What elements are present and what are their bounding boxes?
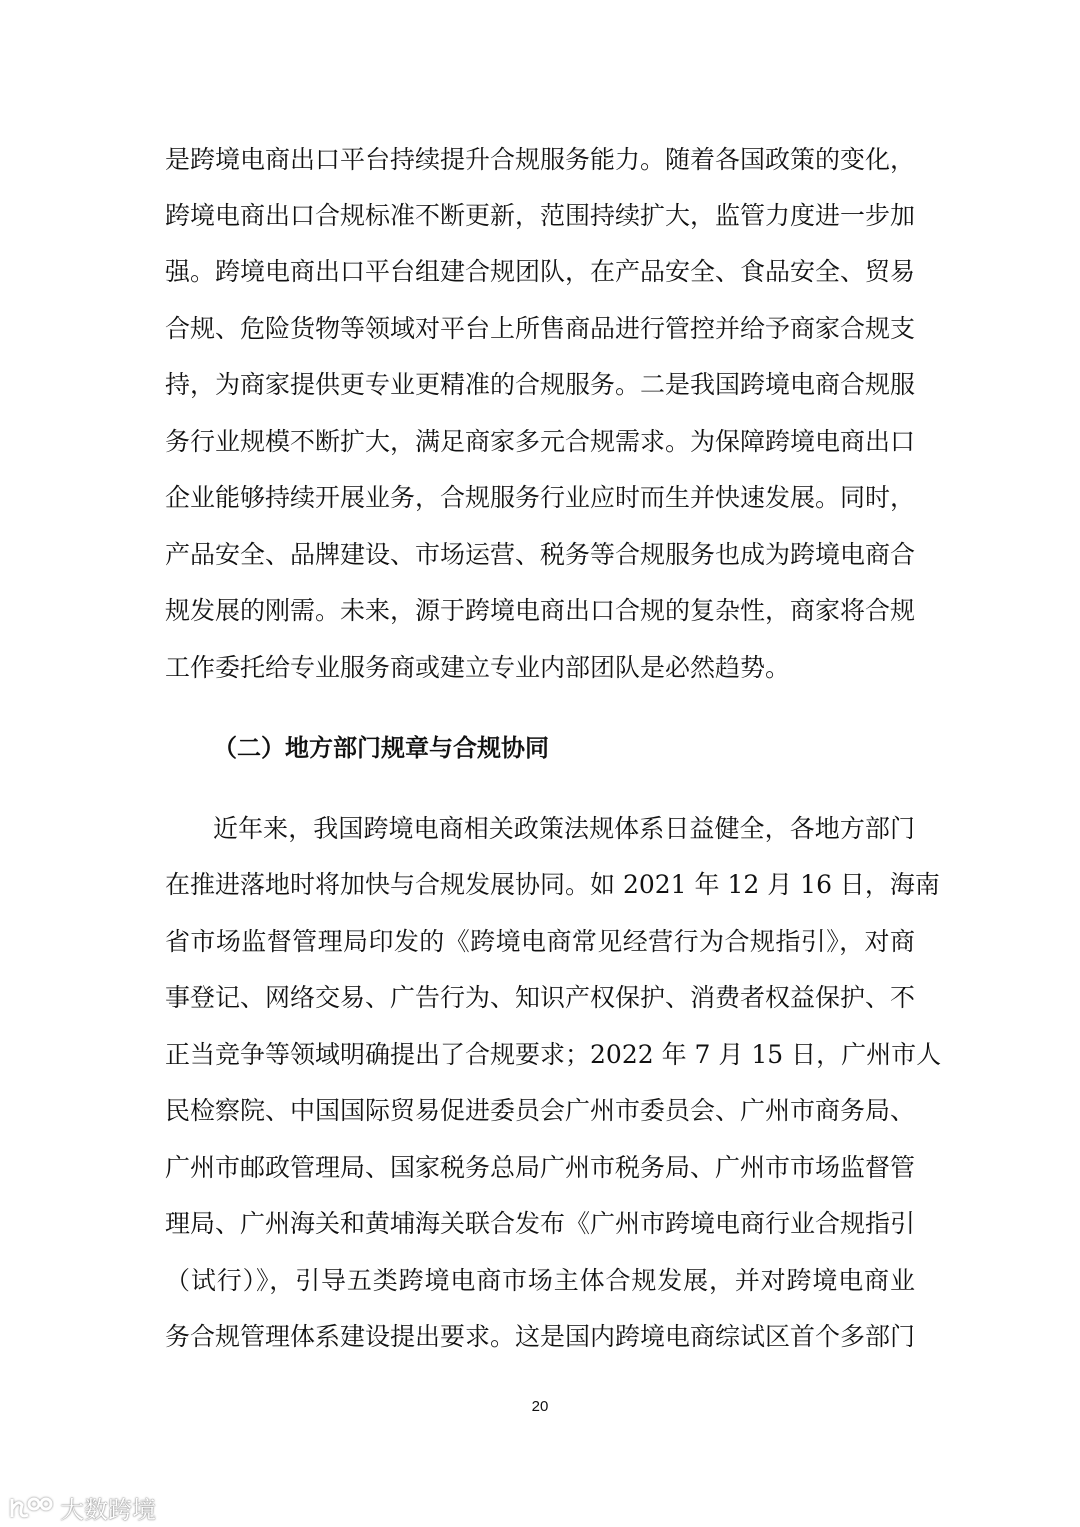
text-line: 跨境电商出口合规标准不断更新，范围持续扩大，监管力度进一步加	[165, 201, 916, 230]
text-line: 是跨境电商出口平台持续提升合规服务能力。随着各国政策的变化，	[165, 145, 916, 174]
text-line: 持，为商家提供更专业更精准的合规服务。二是我国跨境电商合规服	[165, 370, 916, 399]
page-number: 20	[531, 1398, 549, 1415]
section-heading: （二）地方部门规章与合规协同	[213, 734, 549, 762]
text-line: 理局、广州海关和黄埔海关联合发布《广州市跨境电商行业合规指引	[165, 1209, 916, 1238]
text-line: 产品安全、品牌建设、市场运营、税务等合规服务也成为跨境电商合	[165, 540, 916, 569]
text-line: 合规、危险货物等领域对平台上所售商品进行管控并给予商家合规支	[165, 314, 916, 343]
text-line: 省市场监督管理局印发的《跨境电商常见经营行为合规指引》，对商	[165, 927, 915, 956]
text-line: 事登记、网络交易、广告行为、知识产权保护、消费者权益保护、不	[165, 983, 916, 1012]
watermark-logo-icon	[8, 1495, 54, 1521]
text-line: 工作委托给专业服务商或建立专业内部团队是必然趋势。	[165, 653, 791, 682]
text-line: 广州市邮政管理局、国家税务总局广州市税务局、广州市市场监督管	[165, 1153, 916, 1182]
watermark-text: 大数跨境	[60, 1496, 156, 1524]
text-line: 规发展的刚需。未来，源于跨境电商出口合规的复杂性，商家将合规	[165, 596, 916, 625]
text-line: 近年来，我国跨境电商相关政策法规体系日益健全，各地方部门	[213, 814, 915, 843]
watermark	[8, 1490, 156, 1525]
text-line: 在推进落地时将加快与合规发展协同。如 2021 年 12 月 16 日，海南	[165, 870, 940, 899]
text-line: （试行）》，引导五类跨境电商市场主体合规发展，并对跨境电商业	[165, 1266, 915, 1295]
text-line: 务合规管理体系建设提出要求。这是国内跨境电商综试区首个多部门	[165, 1322, 916, 1351]
text-line: 企业能够持续开展业务，合规服务行业应时而生并快速发展。同时，	[165, 483, 916, 512]
text-line: 强。跨境电商出口平台组建合规团队，在产品安全、食品安全、贸易	[165, 257, 916, 286]
text-line: 务行业规模不断扩大，满足商家多元合规需求。为保障跨境电商出口	[165, 427, 916, 456]
text-line: 正当竞争等领域明确提出了合规要求；2022 年 7 月 15 日，广州市人	[165, 1040, 942, 1069]
text-line: 民检察院、中国国际贸易促进委员会广州市委员会、广州市商务局、	[165, 1096, 916, 1125]
